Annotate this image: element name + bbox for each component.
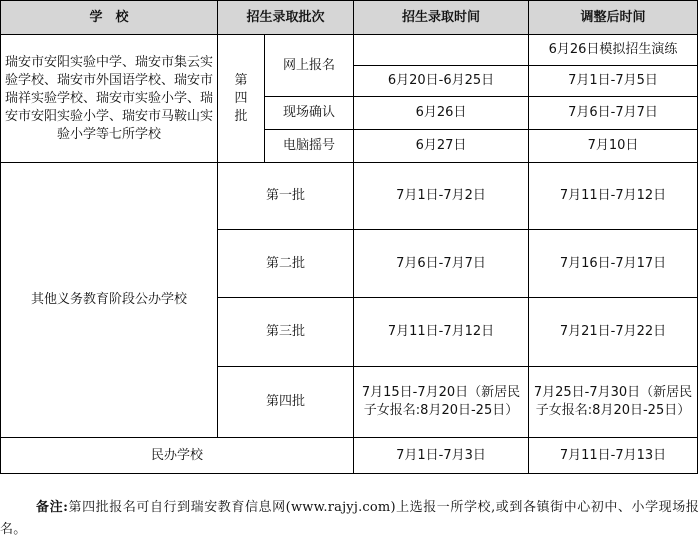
footnote bbox=[0, 497, 699, 541]
step-onsite-confirmation: 现场确认 bbox=[265, 97, 354, 130]
fourth-batch-schools: 瑞安市安阳实验中学、瑞安市集云实验学校、瑞安市外国语学校、瑞安市瑞祥实验学校、瑞安市实验小学、瑞安市安阳实验小学、瑞安市马鞍山实验小学等七所学校 bbox=[1, 35, 218, 163]
header-row bbox=[1, 1, 698, 35]
step-online-adjusted: 7月1日-7月5日 bbox=[529, 66, 698, 97]
public-batch-4-time: 7月15日-7月20日（新居民子女报名:8月20日-25日） bbox=[354, 367, 529, 438]
footnote-label: 备注: bbox=[36, 500, 69, 515]
public-batch-2-adjusted: 7月16日-7月17日 bbox=[529, 230, 698, 298]
public-batch-1: 第一批 bbox=[218, 163, 354, 230]
step-lottery-adjusted: 7月10日 bbox=[529, 130, 698, 163]
header-adjusted: 调整后时间 bbox=[529, 1, 698, 35]
public-batch-3: 第三批 bbox=[218, 298, 354, 367]
public-batch-1-adjusted: 7月11日-7月12日 bbox=[529, 163, 698, 230]
public-schools: 其他义务教育阶段公办学校 bbox=[1, 163, 218, 438]
table-row bbox=[1, 163, 698, 230]
public-batch-4-adjusted: 7月25日-7月30日（新居民子女报名:8月20日-25日） bbox=[529, 367, 698, 438]
step-online-registration: 网上报名 bbox=[265, 35, 354, 97]
table-row bbox=[1, 35, 698, 66]
public-batch-1-time: 7月1日-7月2日 bbox=[354, 163, 529, 230]
private-time: 7月1日-7月3日 bbox=[354, 438, 529, 474]
public-batch-2-time: 7月6日-7月7日 bbox=[354, 230, 529, 298]
table-row bbox=[1, 438, 698, 474]
step-online-time-blank bbox=[354, 35, 529, 66]
step-onsite-adjusted: 7月6日-7月7日 bbox=[529, 97, 698, 130]
footnote-text: 第四批报名可自行到瑞安教育信息网(www.rajyj.com)上选报一所学校,或到各镇街中心初中、小学现场报名。 bbox=[0, 500, 699, 537]
private-adjusted: 7月11日-7月13日 bbox=[529, 438, 698, 474]
fourth-batch-label bbox=[218, 35, 265, 163]
step-online-adjusted-mock: 6月26日模拟招生演练 bbox=[529, 35, 698, 66]
header-time: 招生录取时间 bbox=[354, 1, 529, 35]
step-lottery-time: 6月27日 bbox=[354, 130, 529, 163]
public-batch-3-time: 7月11日-7月12日 bbox=[354, 298, 529, 367]
private-schools: 民办学校 bbox=[1, 438, 354, 474]
step-computer-lottery: 电脑摇号 bbox=[265, 130, 354, 163]
header-batch: 招生录取批次 bbox=[218, 1, 354, 35]
public-batch-2: 第二批 bbox=[218, 230, 354, 298]
public-batch-3-adjusted: 7月21日-7月22日 bbox=[529, 298, 698, 367]
step-online-time: 6月20日-6月25日 bbox=[354, 66, 529, 97]
public-batch-4: 第四批 bbox=[218, 367, 354, 438]
step-onsite-time: 6月26日 bbox=[354, 97, 529, 130]
header-school: 学 校 bbox=[1, 1, 218, 35]
fourth-batch-label-text: 第四批 bbox=[234, 72, 248, 124]
